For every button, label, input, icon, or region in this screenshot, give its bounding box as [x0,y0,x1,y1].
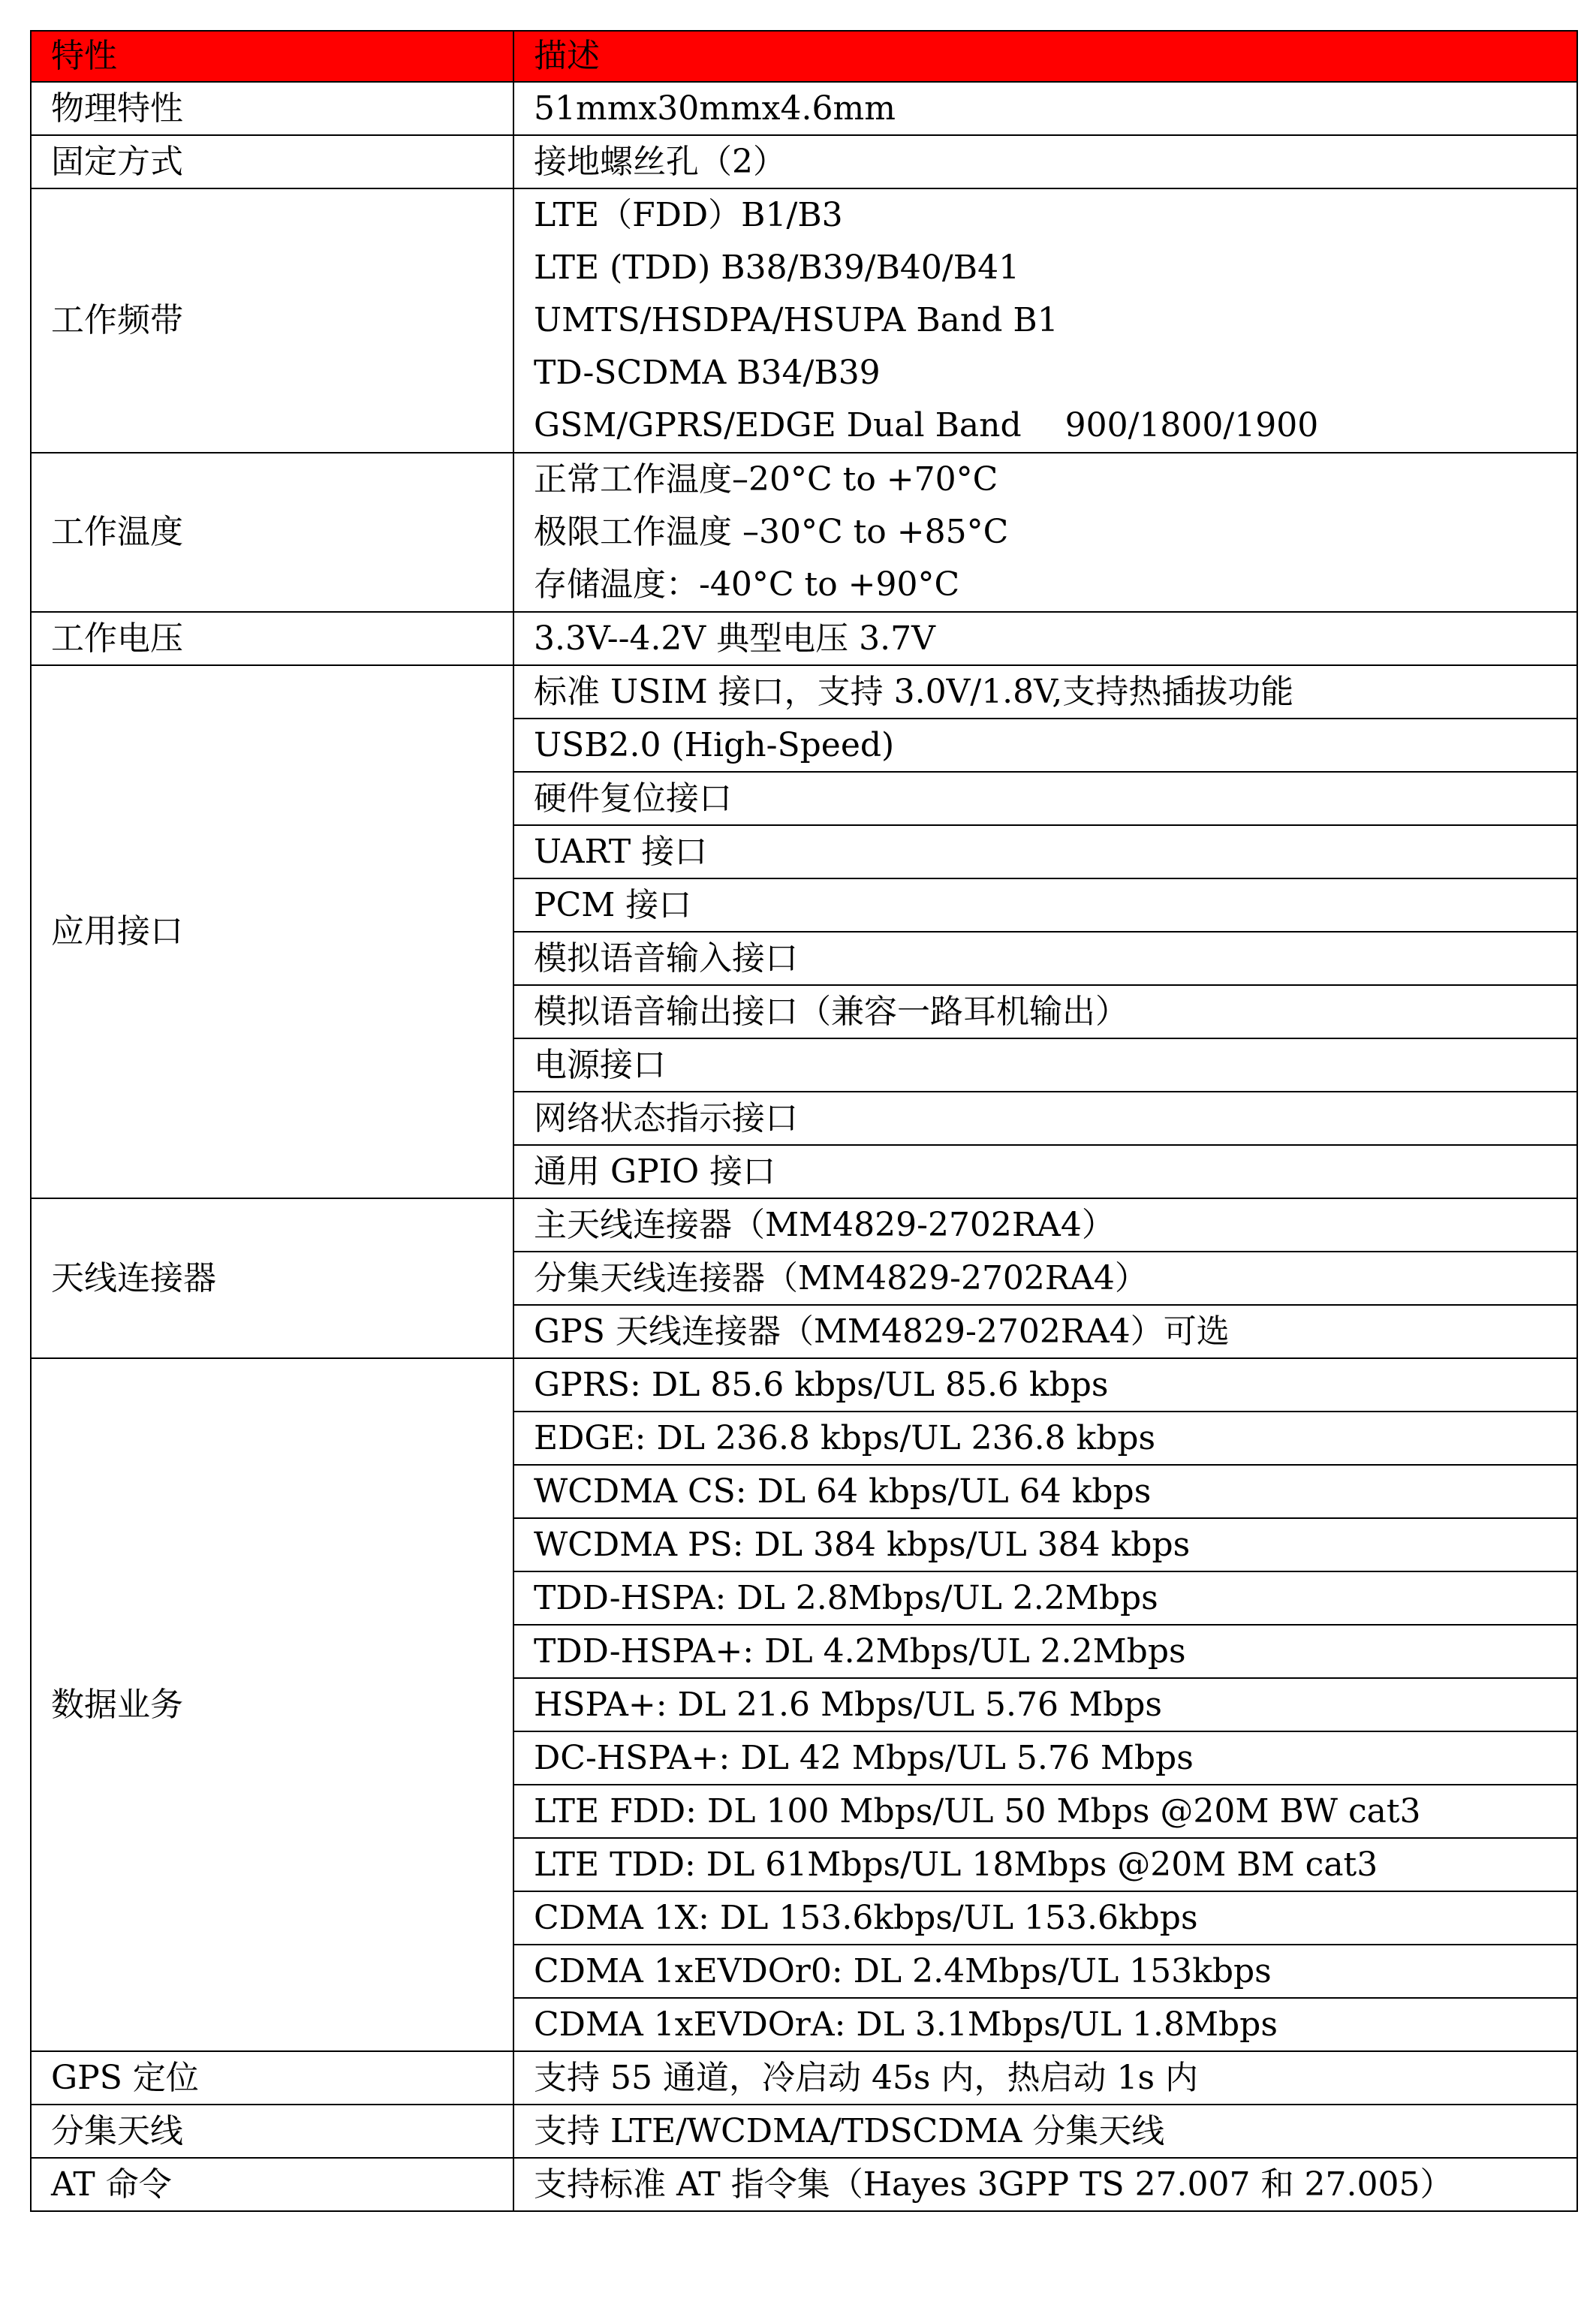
feature-cell: 天线连接器 [31,1198,513,1358]
description-cell: 模拟语音输入接口 [513,932,1577,985]
feature-cell: 分集天线 [31,2105,513,2158]
feature-cell: GPS 定位 [31,2051,513,2105]
description-cell: GPRS: DL 85.6 kbps/UL 85.6 kbps [513,1358,1577,1412]
description-cell [513,453,1577,612]
description-cell: 支持 55 通道，冷启动 45s 内，热启动 1s 内 [513,2051,1577,2105]
table-row [31,665,1577,719]
description-line: LTE（FDD）B1/B3 [534,196,843,234]
feature-cell: 工作温度 [31,453,513,612]
feature-cell: 工作电压 [31,612,513,665]
description-cell: 支持 LTE/WCDMA/TDSCDMA 分集天线 [513,2105,1577,2158]
description-cell: CDMA 1xEVDOr0: DL 2.4Mbps/UL 153kbps [513,1945,1577,1998]
table-header-row [31,31,1577,82]
description-cell: 主天线连接器（MM4829-2702RA4） [513,1198,1577,1252]
description-line: TD-SCDMA B34/B39 [534,354,881,392]
table-row [31,612,1577,665]
table-row [31,188,1577,453]
description-cell: 通用 GPIO 接口 [513,1145,1577,1198]
description-cell: LTE FDD: DL 100 Mbps/UL 50 Mbps @20M BW cat3 [513,1785,1577,1838]
table-row [31,135,1577,188]
table-row [31,2105,1577,2158]
table-row [31,453,1577,612]
table-row [31,2158,1577,2211]
description-cell: 模拟语音输出接口（兼容一路耳机输出） [513,985,1577,1038]
header-feature: 特性 [31,31,513,82]
description-cell: 标准 USIM 接口，支持 3.0V/1.8V,支持热插拔功能 [513,665,1577,719]
description-line: GSM/GPRS/EDGE Dual Band 900/1800/1900 [534,406,1319,444]
description-cell: 网络状态指示接口 [513,1092,1577,1145]
description-cell: GPS 天线连接器（MM4829-2702RA4）可选 [513,1305,1577,1358]
feature-cell: AT 命令 [31,2158,513,2211]
description-cell: TDD-HSPA: DL 2.8Mbps/UL 2.2Mbps [513,1571,1577,1625]
description-cell: WCDMA CS: DL 64 kbps/UL 64 kbps [513,1465,1577,1518]
description-cell: 接地螺丝孔（2） [513,135,1577,188]
table-row [31,1198,1577,1252]
description-cell: HSPA+: DL 21.6 Mbps/UL 5.76 Mbps [513,1678,1577,1731]
description-cell: DC-HSPA+: DL 42 Mbps/UL 5.76 Mbps [513,1731,1577,1785]
description-cell: 硬件复位接口 [513,772,1577,825]
description-cell: UART 接口 [513,825,1577,878]
feature-cell: 工作频带 [31,188,513,453]
feature-cell: 固定方式 [31,135,513,188]
feature-cell: 数据业务 [31,1358,513,2051]
description-cell: 电源接口 [513,1038,1577,1092]
description-line: 存储温度：-40°C to +90°C [534,565,960,604]
description-cell: 51mmx30mmx4.6mm [513,82,1577,135]
spec-table [30,30,1578,2212]
description-cell: 3.3V--4.2V 典型电压 3.7V [513,612,1577,665]
description-cell: PCM 接口 [513,878,1577,932]
description-cell: EDGE: DL 236.8 kbps/UL 236.8 kbps [513,1412,1577,1465]
spec-table-body [31,31,1577,2211]
table-row [31,82,1577,135]
description-cell [513,188,1577,453]
description-line: LTE (TDD) B38/B39/B40/B41 [534,249,1020,287]
description-cell: LTE TDD: DL 61Mbps/UL 18Mbps @20M BM cat3 [513,1838,1577,1891]
description-cell: CDMA 1X: DL 153.6kbps/UL 153.6kbps [513,1891,1577,1945]
description-cell: TDD-HSPA+: DL 4.2Mbps/UL 2.2Mbps [513,1625,1577,1678]
description-line: UMTS/HSDPA/HSUPA Band B1 [534,301,1058,339]
table-row [31,2051,1577,2105]
description-cell: WCDMA PS: DL 384 kbps/UL 384 kbps [513,1518,1577,1571]
feature-cell: 物理特性 [31,82,513,135]
description-cell: USB2.0 (High-Speed) [513,719,1577,772]
description-line: 极限工作温度 –30°C to +85°C [534,513,1009,551]
header-description: 描述 [513,31,1577,82]
feature-cell: 应用接口 [31,665,513,1198]
description-line: 正常工作温度–20°C to +70°C [534,460,998,499]
description-cell: CDMA 1xEVDOrA: DL 3.1Mbps/UL 1.8Mbps [513,1998,1577,2051]
table-row [31,1358,1577,1412]
description-cell: 分集天线连接器（MM4829-2702RA4） [513,1252,1577,1305]
description-cell: 支持标准 AT 指令集（Hayes 3GPP TS 27.007 和 27.005） [513,2158,1577,2211]
